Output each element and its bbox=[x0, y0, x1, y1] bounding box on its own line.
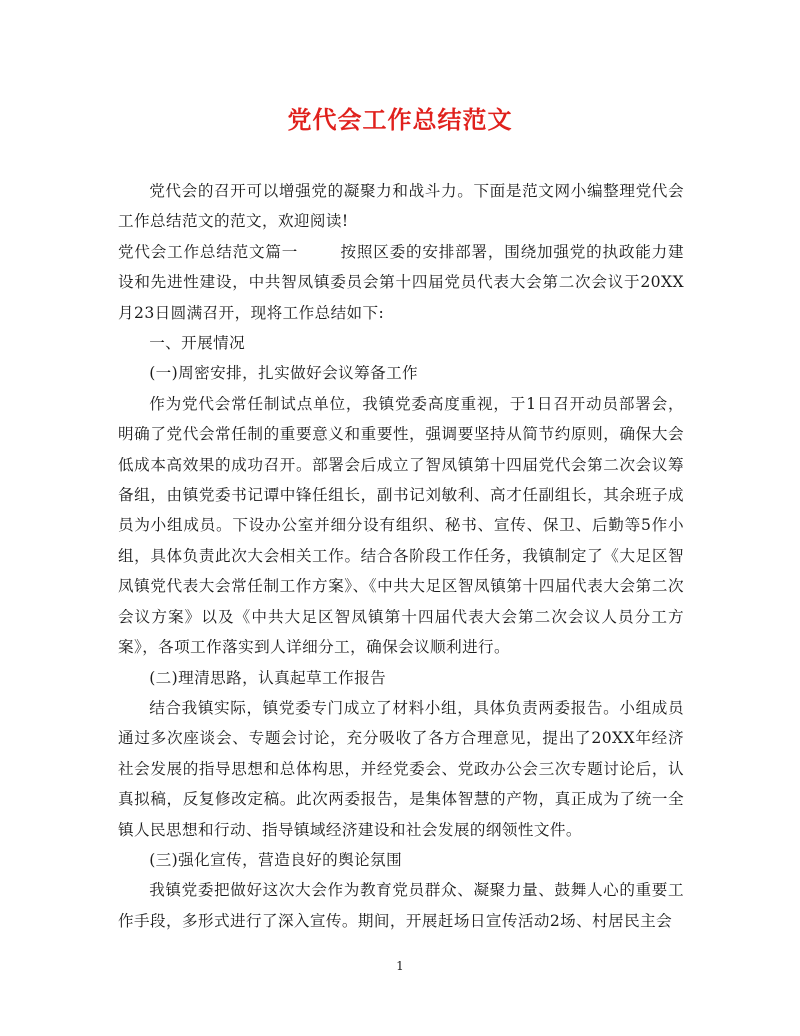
intro-paragraph: 党代会的召开可以增强党的凝聚力和战斗力。下面是范文网小编整理党代会工作总结范文的范文，欢迎阅读! bbox=[118, 182, 684, 231]
page-number: 1 bbox=[396, 959, 404, 973]
document-body bbox=[118, 176, 684, 936]
document-title: 党代会工作总结范文 bbox=[287, 105, 513, 134]
article-intro-text: 按照区委的安排部署，围绕加强党的执政能力建设和先进性建设，中共智凤镇委员会第十四届党员代表大会第二次会议于20XX月23日圆满召开，现将工作总结如下: bbox=[118, 242, 684, 322]
body-paragraph: 我镇党委把做好这次大会作为教育党员群众、凝聚力量、鼓舞人心的重要工作手段，多形式进行了深入宣传。期间，开展赶场日宣传活动2场、村居民主会 bbox=[118, 881, 684, 930]
section-paragraph bbox=[118, 237, 684, 328]
heading-level-1: 一、开展情况 bbox=[149, 334, 246, 353]
heading-level-2: (二)理清思路，认真起草工作报告 bbox=[149, 668, 387, 687]
heading-level-2: (三)强化宣传，营造良好的舆论氛围 bbox=[149, 850, 403, 869]
heading-level-2: (一)周密安排，扎实做好会议筹备工作 bbox=[149, 364, 419, 383]
article-label: 党代会工作总结范文篇一 bbox=[118, 242, 299, 261]
body-paragraph: 结合我镇实际，镇党委专门成立了材料小组，具体负责两委报告。小组成员通过多次座谈会、专题会讨论，充分吸收了各方合理意见，提出了20XX年经济社会发展的指导思想和总体构思，并经党委会、党政办公会三次专题讨论后，认真拟稿，反复修改定稿。此次两委报告，是集体智慧的产物，真正成为了统一全镇人民思想和行动、指导镇域经济建设和社会发展的纲领性文件。 bbox=[118, 698, 684, 839]
body-paragraph: 作为党代会常任制试点单位，我镇党委高度重视，于1日召开动员部署会，明确了党代会常任制的重要意义和重要性，强调要坚持从简节约原则，确保大会低成本高效果的成功召开。部署会后成立了智凤镇第十四届党代会第二次会议筹备组，由镇党委书记谭中锋任组长，副书记刘敏利、高才任副组长，其余班子成员为小组成员。下设办公室并细分设有组织、秘书、宣传、保卫、后勤等5作小组，具体负责此次大会相关工作。结合各阶段工作任务，我镇制定了《大足区智凤镇党代表大会常任制工作方案》、《中共大足区智凤镇第十四届代表大会第二次会议方案》以及《中共大足区智凤镇第十四届代表大会第二次会议人员分工方案》，各项工作落实到人详细分工，确保会议顺利进行。 bbox=[118, 394, 684, 657]
